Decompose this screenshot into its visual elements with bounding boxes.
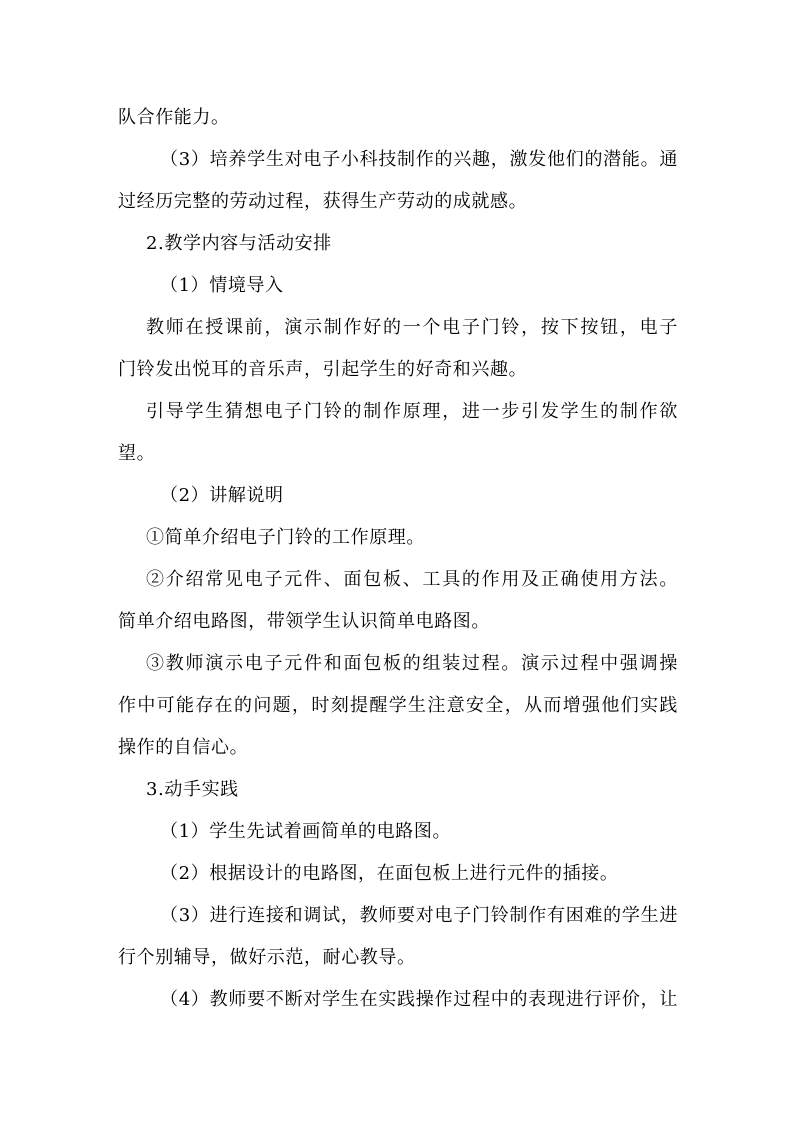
text-line: 过经历完整的劳动过程，获得生产劳动的成就感。 (118, 191, 528, 212)
text-line: 引导学生猜想电子门铃的制作原理，进一步引发学生的制作欲 (146, 401, 678, 422)
text-line: 操作的自信心。 (118, 737, 249, 758)
text-line: 队合作能力。 (118, 107, 230, 128)
section-heading: 2.教学内容与活动安排 (146, 233, 332, 254)
text-line: ③教师演示电子元件和面包板的组装过程。演示过程中强调操 (146, 653, 678, 674)
text-line: 望。 (118, 443, 156, 464)
text-line: （3）进行连接和调试，教师要对电子门铃制作有困难的学生进 (160, 905, 678, 926)
text-line: 门铃发出悦耳的音乐声，引起学生的好奇和兴趣。 (118, 359, 528, 380)
text-line: 教师在授课前，演示制作好的一个电子门铃，按下按钮，电子 (146, 317, 678, 338)
text-line: （2）根据设计的电路图，在面包板上进行元件的插接。 (160, 863, 619, 884)
section-heading: 3.动手实践 (146, 779, 239, 800)
text-line: 行个别辅导，做好示范，耐心教导。 (118, 947, 416, 968)
text-line: ①简单介绍电子门铃的工作原理。 (146, 527, 425, 548)
text-line: （4）教师要不断对学生在实践操作过程中的表现进行评价，让 (160, 989, 678, 1010)
text-line: （1）学生先试着画简单的电路图。 (160, 821, 452, 842)
text-line: ②介绍常见电子元件、面包板、工具的作用及正确使用方法。 (146, 569, 678, 590)
text-line: （3）培养学生对电子小科技制作的兴趣，激发他们的潜能。通 (160, 149, 678, 170)
text-line: 简单介绍电路图，带领学生认识简单电路图。 (118, 611, 490, 632)
subsection-heading: （2）讲解说明 (160, 485, 284, 506)
subsection-heading: （1）情境导入 (160, 275, 284, 296)
text-line: 作中可能存在的问题，时刻提醒学生注意安全，从而增强他们实践 (118, 695, 678, 716)
